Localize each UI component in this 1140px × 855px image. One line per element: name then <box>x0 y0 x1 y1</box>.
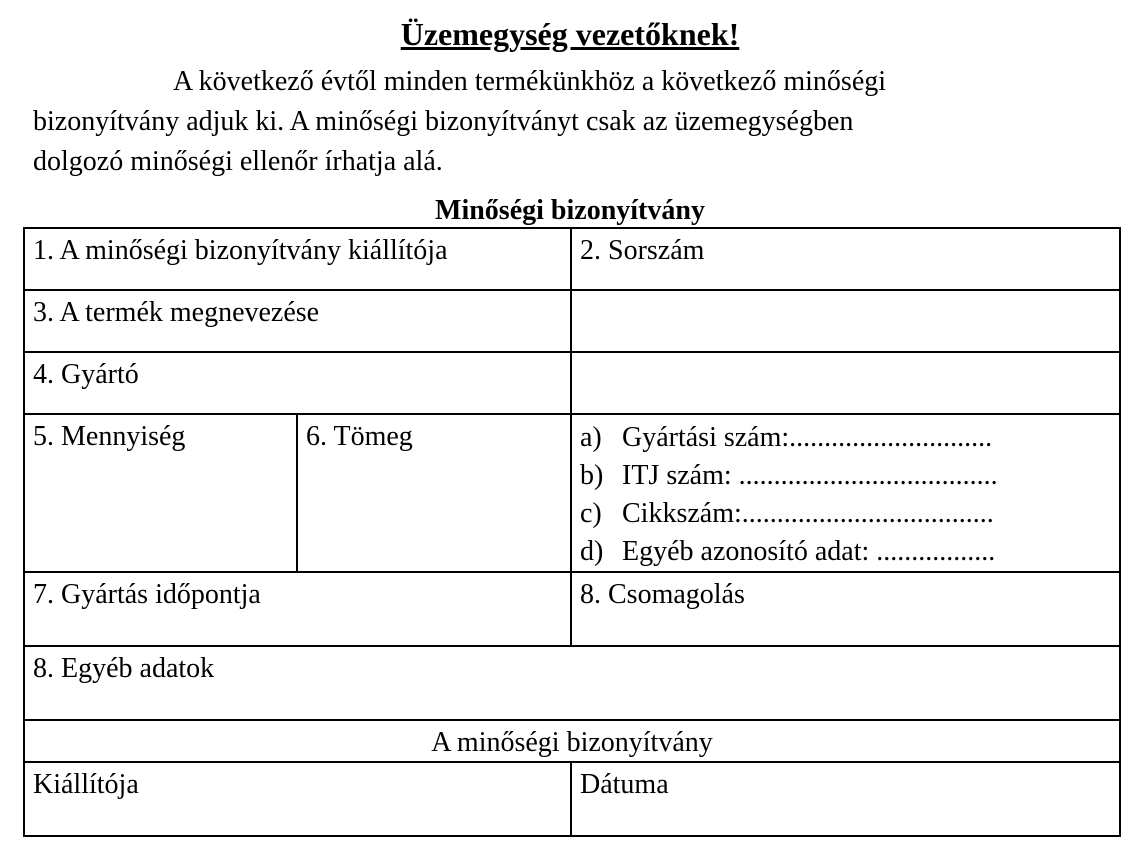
table-row <box>24 572 1120 646</box>
serial-field: 2. Sorszám <box>571 228 1120 290</box>
product-name-value <box>571 290 1120 352</box>
intro-line: bizonyítvány adjuk ki. A minőségi bizonyítványt csak az üzemegységben <box>33 106 854 137</box>
identifier-letter: c) <box>580 498 602 529</box>
table-row <box>24 290 1120 352</box>
identifier-item <box>580 419 1111 457</box>
identifier-text: Cikkszám:.................................... <box>622 498 994 529</box>
intro-line: dolgozó minőségi ellenőr írhatja alá. <box>33 146 443 177</box>
manufacturer-field: 4. Gyártó <box>24 352 571 414</box>
table-row <box>24 646 1120 720</box>
footer-date-field: Dátuma <box>571 762 1120 836</box>
identifiers-cell <box>571 414 1120 572</box>
packaging-field: 8. Csomagolás <box>571 572 1120 646</box>
identifier-letter: b) <box>580 460 604 491</box>
identifier-item <box>580 495 1111 533</box>
table-row <box>24 762 1120 836</box>
table-row <box>24 352 1120 414</box>
identifier-item <box>580 457 1111 495</box>
identifier-text: ITJ szám: ..................................... <box>622 460 998 491</box>
identifier-letter: a) <box>580 422 602 453</box>
production-date-field: 7. Gyártás időpontja <box>24 572 571 646</box>
certificate-footer-heading: A minőségi bizonyítvány <box>24 720 1120 762</box>
page-title: Üzemegység vezetőknek! <box>400 16 740 52</box>
identifier-text: Gyártási szám:............................. <box>622 422 993 453</box>
identifier-item <box>580 533 1111 571</box>
quantity-field: 5. Mennyiség <box>24 414 297 572</box>
product-name-field: 3. A termék megnevezése <box>24 290 571 352</box>
table-row <box>24 228 1120 290</box>
other-data-field: 8. Egyéb adatok <box>24 646 1120 720</box>
footer-issuer-field: Kiállítója <box>24 762 571 836</box>
manufacturer-value <box>571 352 1120 414</box>
mass-field: 6. Tömeg <box>297 414 571 572</box>
certificate-table <box>23 227 1121 837</box>
table-row <box>24 720 1120 762</box>
issuer-field: 1. A minőségi bizonyítvány kiállítója <box>24 228 571 290</box>
intro-line: A következő évtől minden termékünkhöz a következő minőségi <box>173 66 887 97</box>
intro-paragraph <box>33 62 1033 182</box>
identifier-text: Egyéb azonosító adat: ................. <box>622 536 996 567</box>
table-row <box>24 414 1120 572</box>
certificate-heading: Minőségi bizonyítvány <box>435 195 705 226</box>
identifier-list <box>580 419 1111 571</box>
identifier-letter: d) <box>580 536 604 567</box>
